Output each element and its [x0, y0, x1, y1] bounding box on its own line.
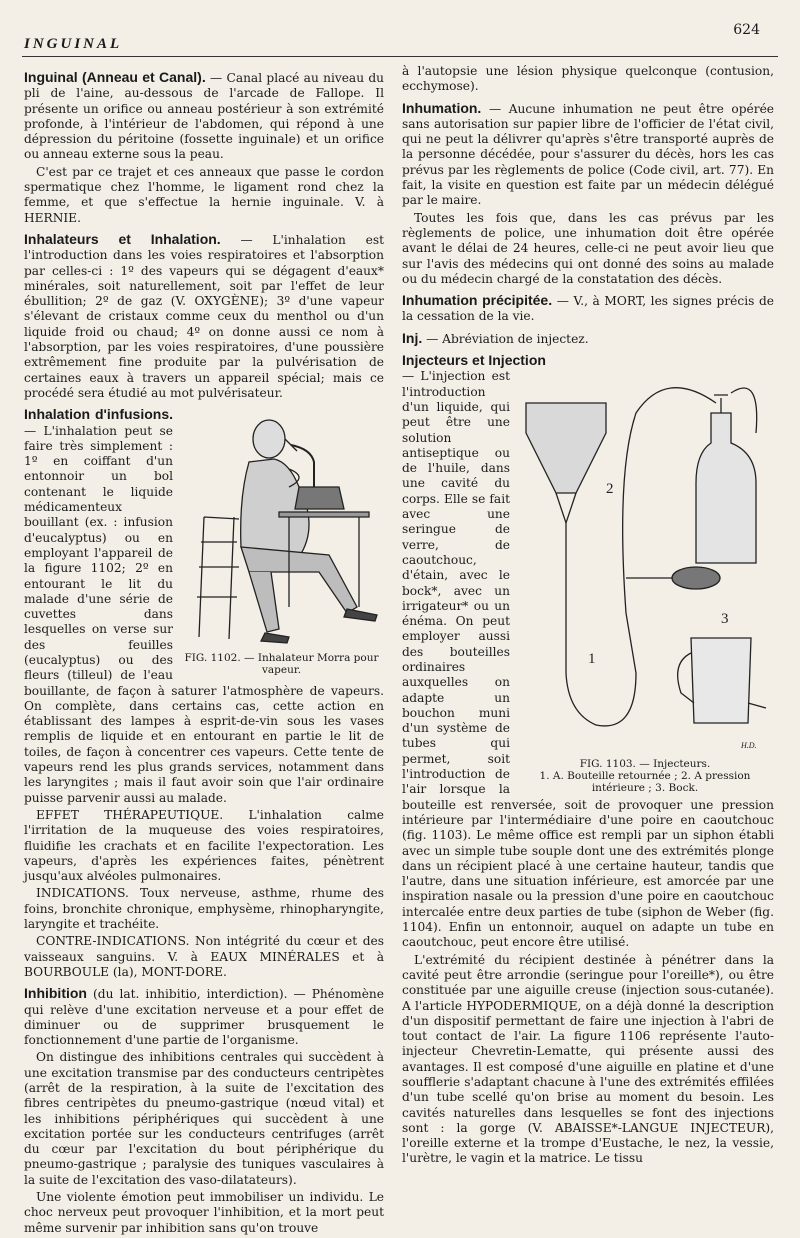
text-continuation: à l'autopsie une lésion physique quelconque (contusion, ecchymose). — [402, 64, 774, 94]
entry-inj — [402, 331, 774, 347]
text-precipitee: — V., à MORT, les signes précis de la cessation de la vie. — [402, 294, 774, 324]
fig-1103-label-3: 3 — [721, 611, 729, 628]
text-injecteurs: — L'injection est l'introduction d'un liquide, qui peut être une solution antiseptique ou de l'huile, dans une cavité du corps. Elle se fait avec une seringue de verre, de caoutchouc, d'étain, avec le bock*, avec un irrigateur* ou un énéma. On peut employer aussi des bouteilles ordinaires auxquelles on adapte un bouchon muni d'un système de tubes qui permet, soit l'introduction de l'air lorsque la bouteille est renversée, soit de provoquer une pression intérieure par l'intermédiaire d'une poire en caoutchouc (fig. 1103). Le même office est rempli par un siphon établi avec un simple tube souple dont une des extrémités plonge dans un récipient placé à une certaine hauteur, tandis que l'autre, dans une situation inférieure, est amorcée par une inspiration nasale ou la pression d'une poire en caoutchouc intercalée entre deux parties de tube (siphon de Weber (fig. 1104). Enfin un entonnoir, auquel on adapte un tube en caoutchouc, peut encore être utilisé. — [402, 369, 774, 950]
header-rule — [22, 56, 778, 57]
figure-1102 — [179, 407, 384, 675]
fig-1103-label-2: 2 — [606, 481, 614, 498]
text-inhumation: — Aucune inhumation ne peut être opérée sans autorisation sur papier libre de l'officier de l'état civil, qui ne peut la délivrer qu'après s'être transporté auprès de la personne décédée, pour s'assurer du décès, hors les cas prévus par les règlements de police (Code civil, art. 77). En fait, la visite en question est faite par un médecin délégué par le maire. — [402, 101, 774, 208]
page-number: 624 — [733, 22, 760, 38]
figure-1103 — [516, 373, 774, 793]
text-contre: CONTRE-INDICATIONS. Non intégrité du cœur et des vaisseaux sanguins. V. à EAUX MINÉRALES et à BOURBOULE (la), MONT-DORE. — [24, 934, 384, 979]
text-inj: — Abréviation de injectez. — [426, 331, 589, 346]
text-inguinal-2: C'est par ce trajet et ces anneaux que passe le cordon spermatique chez l'homme, le ligament rond chez la femme, et que s'effectue la hernie inguinale. V. à HERNIE. — [24, 164, 384, 225]
headword-infusions: Inhalation d'infusions. — [24, 406, 173, 423]
entry-precipitee — [402, 293, 774, 325]
text-inhumation-2: Toutes les fois que, dans les cas prévus par les règlements de police, une inhumation doit être opérée avant le délai de 24 heures, celle-ci ne peut avoir lieu que sur l'avis des médecins qui ont donné des soins au malade ou du médecin chargé de la constatation des décès. — [402, 210, 774, 286]
fig-1103-subcaption: 1. A. Bouteille retournée ; 2. A pression intérieure ; 3. Bock. — [539, 769, 751, 794]
text-effet: EFFET THÉRAPEUTIQUE. L'inhalation calme l'irritation de la muqueuse des voies respiratoires, fluidifie les crachats et en facilite l'expectoration. Les vapeurs, d'après les expériences faites, pénètrent jusqu'aux alvéoles pulmonaires. — [24, 807, 384, 884]
text-inhalateurs: — L'inhalation est l'introduction dans les voies respiratoires et l'absorption par celles-ci : 1º des vapeurs qui se dégagent d'eaux* minérales, soit naturellement, soit par l'effet de leur ébullition; 2º de gaz (V. OXYGÈNE); 3º d'une vapeur s'élevant de cristaux comme ceux du menthol ou d'un liquide froid ou chaud; 4º on donne aussi ce nom à l'absorption, par les voies respiratoires, d'une poussière extrêmement fine produite par la pulvérisation de certaines eaux à travers un appareil spécial; mais ce procédé sera étudié au mot pulvérisateur. — [24, 232, 384, 400]
text-inhibition: (du lat. inhibitio, interdiction). — Phénomène qui relève d'une excitation nerveuse et a pour effet de diminuer ou de supprimer brusquement le fonctionnement d'une partie de l'organisme. — [24, 987, 384, 1048]
fig-1103-label-1: 1 — [588, 651, 596, 668]
text-inhibition-3: Une violente émotion peut immobiliser un individu. Le choc nerveux peut provoquer l'inhibition, et la mort peut même survenir par inhibition sans qu'on trouve — [24, 1190, 384, 1235]
headword-inj: Inj. — [402, 329, 423, 346]
entry-inhumation — [402, 101, 774, 209]
headword-inguinal: Inguinal (Anneau et Canal). — [24, 69, 206, 85]
right-column — [402, 64, 774, 1169]
text-indications: INDICATIONS. Toux nerveuse, asthme, rhume des foins, bronchite chronique, emphysème, rhinopharyngite, laryngite et trachéite. — [24, 886, 384, 932]
headword-precipitee: Inhumation précipitée. — [402, 292, 553, 309]
entry-inhibition — [24, 986, 384, 1048]
entry-inhalateurs — [24, 232, 384, 401]
headword-inhibition: Inhibition — [24, 985, 87, 1002]
injectors-illustration — [516, 373, 774, 753]
fig-1103-signature: H.D. — [741, 741, 757, 751]
text-inguinal: — Canal placé au niveau du pli de l'aine, au-dessous de l'arcade de Fallope. Il présente un orifice ou anneau postérieur à son extrémité profonde, à l'intérieur de l'abdomen, qui répond à une dépression du péritoine (fossette inguinale) et un orifice ou anneau externe sous la peau. — [24, 71, 384, 162]
text-inhibition-2: On distingue des inhibitions centrales qui succèdent à une excitation transmise par des conducteurs centripètes (arrêt de la respiration, à la suite de l'excitation des fibres centripètes du pneumo-gastrique (nœud vital) et les inhibitions périphériques qui succèdent à une excitation portée sur les conducteurs centrifuges (arrêt du cœur par l'excitation du bout périphérique du pneumo-gastrique ; paralysie des tuniques vasculaires à la suite de l'excitation des vaso-dilatateurs). — [24, 1050, 384, 1187]
headword-inhalateurs: Inhalateurs et Inhalation. — [24, 230, 221, 247]
running-head: INGUINAL — [24, 36, 123, 52]
fig-1103-caption: FIG. 1103. — Injecteurs. — [579, 757, 711, 770]
headword-injecteurs: Injecteurs et Injection — [402, 352, 546, 369]
entry-injecteurs-head — [402, 353, 774, 369]
headword-inhumation: Inhumation. — [402, 99, 482, 116]
entry-inguinal — [24, 70, 384, 163]
text-injecteurs-2: L'extrémité du récipient destinée à pénétrer dans la cavité peut être arrondie (seringue pour l'oreille*), ou être constituée par une aiguille creuse (injection sous-cutanée). A l'article HYPODERMIQUE, on a déjà donné la description d'un dispositif permettant de faire une injection à l'abri de tout contact de l'air. La figure 1106 représente l'auto-injecteur Chevretin-Lematte, qui présente aussi des avantages. Il est composé d'une aiguille en platine et d'une soufflerie s'adaptant chacune à l'une des extrémités effilées d'un tube scellé qu'on brise au moment du besoin. Les cavités naturelles dans lesquelles se font des injections sont : la gorge (V. ABAISSE*-LANGUE INJECTEUR), l'oreille externe et la trompe d'Eustache, le nez, la vessie, l'urètre, le vagin et la matrice. Le tissu — [402, 952, 774, 1166]
left-column — [24, 64, 384, 1238]
inhaler-illustration — [179, 407, 384, 647]
fig-1102-caption: FIG. 1102. — Inhalateur Morra pour vapeur. — [184, 651, 379, 676]
text-infusions: — L'inhalation peut se faire très simplement : 1º en coiffant d'un entonnoir un bol contenant le liquide médicamenteux bouillant (ex. : infusion d'eucalyptus) ou en employant l'appareil de la figure 1102; 2º en entourant le lit du malade d'une série de cuvettes dans lesquelles on verse sur des feuilles (eucalyptus) ou des fleurs (tilleul) de l'eau bouillante, de façon à saturer l'atmosphère de vapeurs. On complète, dans certains cas, cette action en établissant des lampes à esprit-de-vin sous les vases remplis de liquide et en entourant en partie le lit de toiles, de façon à concentrer ces vapeurs. Cette tente de vapeurs rend les plus grands services, notamment dans les laryngites ; mais il faut avoir soin que l'air ordinaire puisse parvenir aussi au malade. — [24, 423, 384, 805]
